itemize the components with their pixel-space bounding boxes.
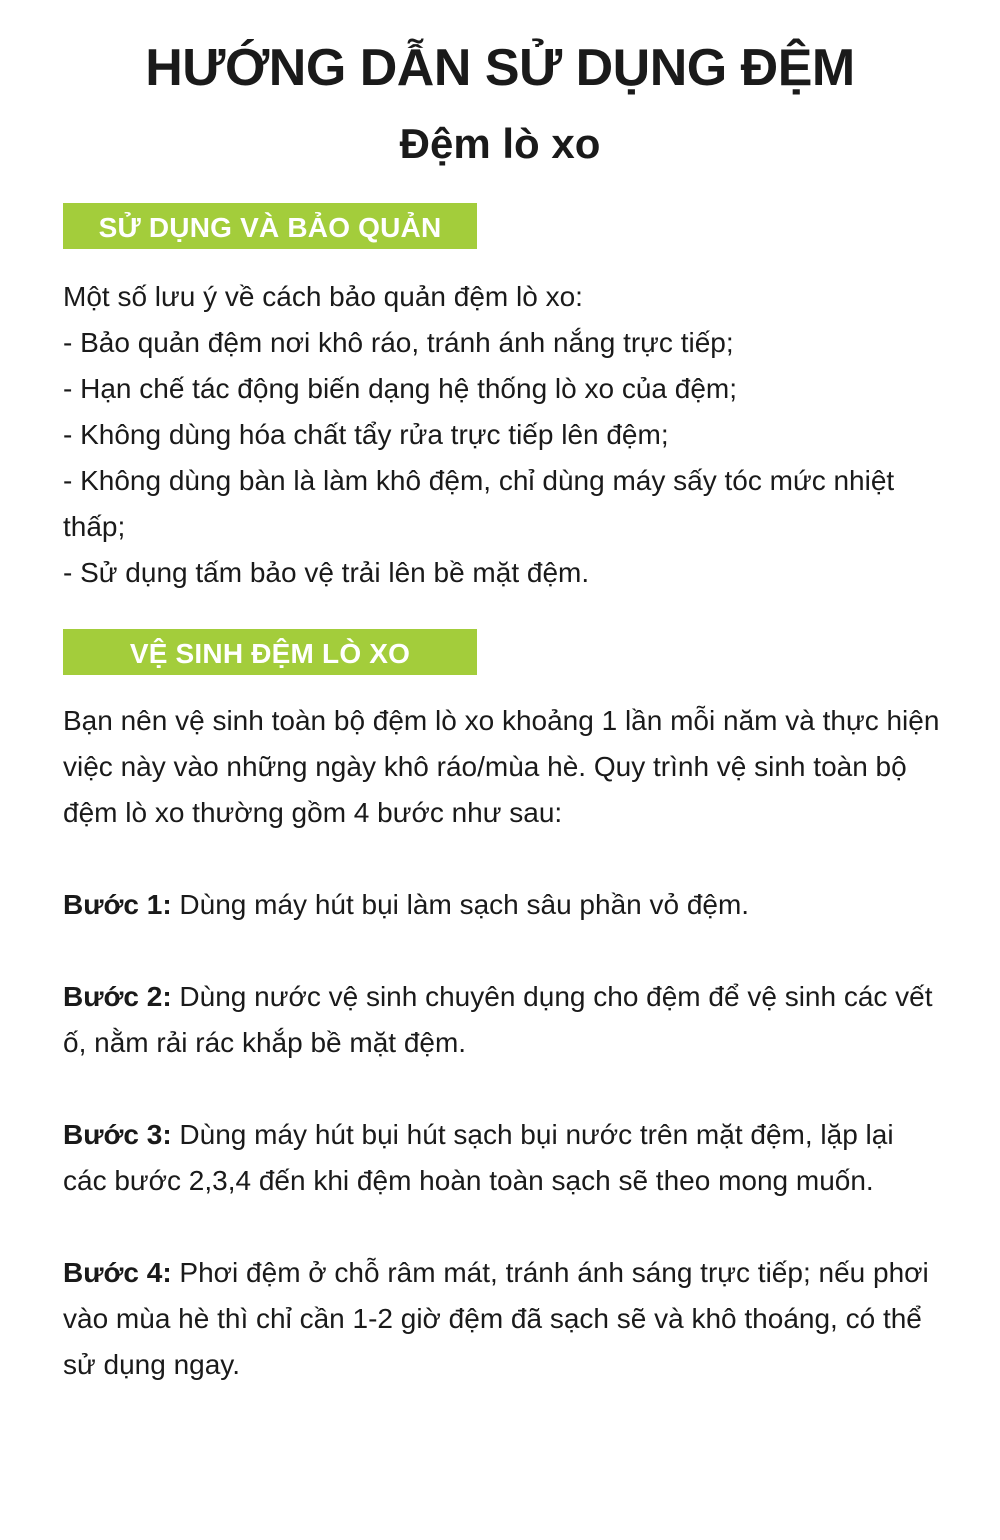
section-heading-usage-storage: SỬ DỤNG VÀ BẢO QUẢN <box>63 203 477 249</box>
step-text: Dùng máy hút bụi hút sạch bụi nước trên mặt đệm, lặp lại các bước 2,3,4 đến khi đệm hoàn toàn sạch sẽ theo mong muốn. <box>63 1119 894 1196</box>
spacer <box>63 836 943 882</box>
page-title: HƯỚNG DẪN SỬ DỤNG ĐỆM <box>145 39 855 97</box>
spacer <box>63 1066 943 1112</box>
note-item: - Không dùng bàn là làm khô đệm, chỉ dùng máy sấy tóc mức nhiệt thấp; <box>63 465 895 542</box>
step-label: Bước 3: <box>63 1119 172 1150</box>
cleaning-step-4 <box>63 1250 943 1388</box>
cleaning-instructions <box>63 698 943 1388</box>
cleaning-intro: Bạn nên vệ sinh toàn bộ đệm lò xo khoảng 1 lần mỗi năm và thực hiện việc này vào những ngày khô ráo/mùa hè. Quy trình vệ sinh toàn bộ đệm lò xo thường gồm 4 bước như sau: <box>63 705 940 828</box>
step-label: Bước 4: <box>63 1257 172 1288</box>
note-item: - Bảo quản đệm nơi khô ráo, tránh ánh nắng trực tiếp; <box>63 327 734 358</box>
note-item: - Không dùng hóa chất tẩy rửa trực tiếp lên đệm; <box>63 419 669 450</box>
section-heading-cleaning: VỆ SINH ĐỆM LÒ XO <box>63 629 477 675</box>
page-subtitle: Đệm lò xo <box>399 120 601 167</box>
note-item: - Hạn chế tác động biến dạng hệ thống lò xo của đệm; <box>63 373 738 404</box>
step-text: Dùng nước vệ sinh chuyên dụng cho đệm để vệ sinh các vết ố, nằm rải rác khắp bề mặt đệm. <box>63 981 933 1058</box>
step-text: Dùng máy hút bụi làm sạch sâu phần vỏ đệm. <box>171 889 750 920</box>
step-label: Bước 2: <box>63 981 172 1012</box>
notes-intro: Một số lưu ý về cách bảo quản đệm lò xo: <box>63 281 583 312</box>
step-label: Bước 1: <box>63 889 172 920</box>
cleaning-step-1 <box>63 882 943 928</box>
step-text: Phơi đệm ở chỗ râm mát, tránh ánh sáng trực tiếp; nếu phơi vào mùa hè thì chỉ cần 1-2 giờ đệm đã sạch sẽ và khô thoáng, có thể sử dụng ngay. <box>63 1257 929 1380</box>
spacer <box>63 928 943 974</box>
cleaning-step-3 <box>63 1112 943 1204</box>
note-item: - Sử dụng tấm bảo vệ trải lên bề mặt đệm. <box>63 557 590 588</box>
spacer <box>63 1204 943 1250</box>
usage-storage-notes <box>63 274 943 596</box>
cleaning-step-2 <box>63 974 943 1066</box>
